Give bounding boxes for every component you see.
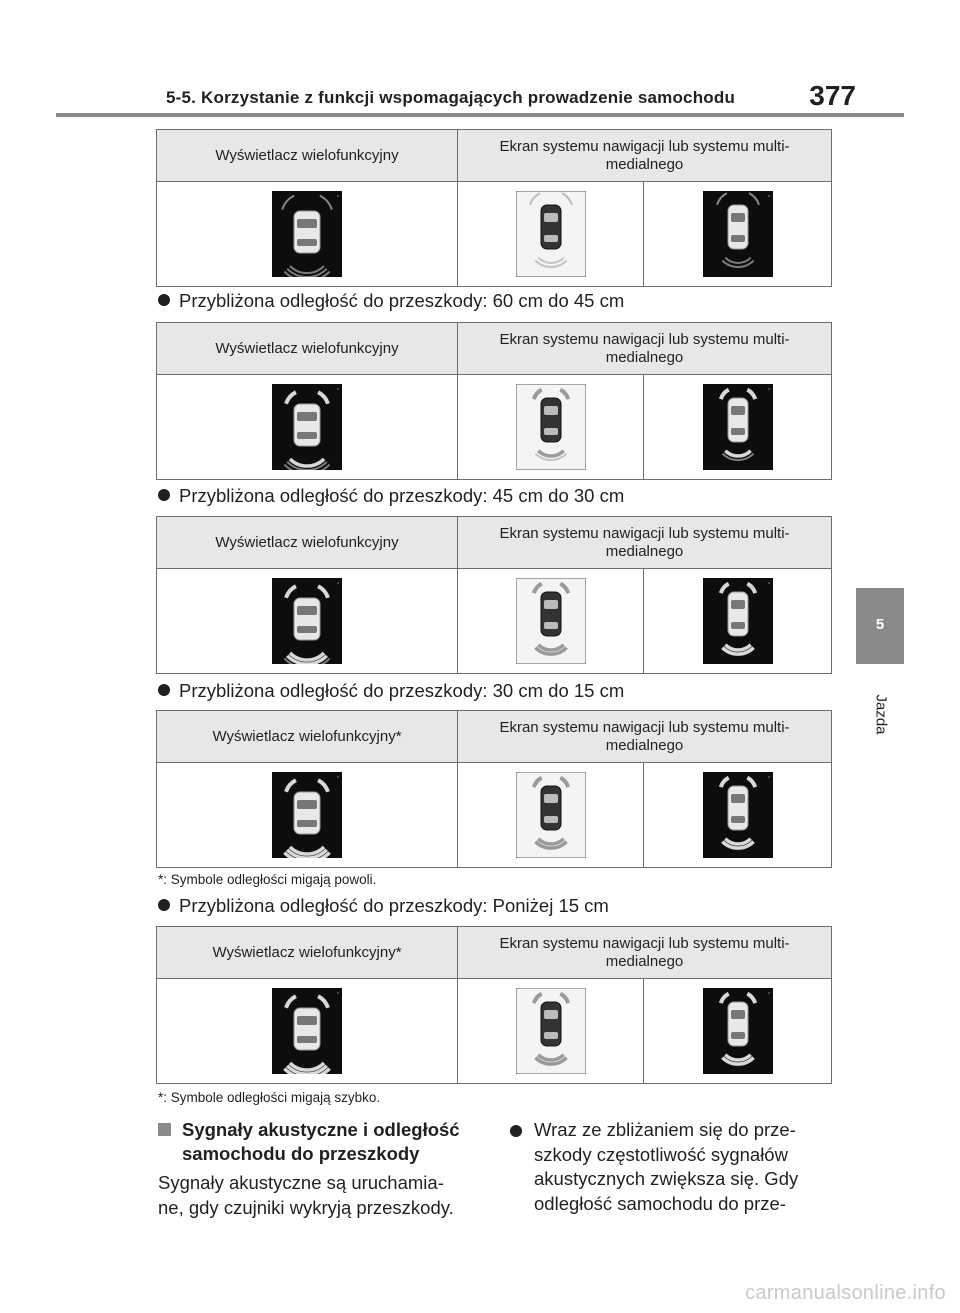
header-multi-display: Wyświetlacz wielofunkcyjny* <box>157 927 458 978</box>
bullet-dot <box>158 294 170 306</box>
navi-screen-light <box>516 772 586 858</box>
navi-screen-dark <box>703 578 773 664</box>
bullet-dot <box>510 1125 522 1137</box>
section-square-icon <box>158 1123 171 1136</box>
table-header-row <box>157 711 831 763</box>
page-number: 377 <box>809 80 856 111</box>
distance-bullet: Przybliżona odległość do przeszkody: 60 cm do 45 cm <box>158 290 624 312</box>
display-table <box>156 516 832 674</box>
header-multi-display: Wyświetlacz wielofunkcyjny <box>157 323 458 374</box>
table-header-row <box>157 130 831 182</box>
multi-display-screen <box>272 384 342 470</box>
display-table <box>156 710 832 868</box>
footnote: *: Symbole odległości migają szybko. <box>158 1090 381 1105</box>
multi-display-screen <box>272 988 342 1074</box>
distance-bullet: Przybliżona odległość do przeszkody: 30 cm do 15 cm <box>158 680 624 702</box>
navi-screen-dark <box>703 191 773 277</box>
page-header <box>156 78 856 110</box>
distance-bullet: Przybliżona odległość do przeszkody: Poniżej 15 cm <box>158 895 609 917</box>
display-table <box>156 926 832 1084</box>
side-tab <box>856 588 904 664</box>
display-table <box>156 129 832 287</box>
navi-screen-dark <box>703 988 773 1074</box>
table-header-row <box>157 927 831 979</box>
header-navi-screen: Ekran systemu nawigacji lub systemu multi- medialnego <box>499 934 790 970</box>
side-tab-label <box>866 676 896 756</box>
header-navi-screen: Ekran systemu nawigacji lub systemu multi- medialnego <box>499 524 790 560</box>
table-image-row <box>157 375 831 479</box>
navi-screen-light <box>516 578 586 664</box>
header-navi-screen: Ekran systemu nawigacji lub systemu multi- medialnego <box>499 137 790 173</box>
right-bullet: Wraz ze zbliżaniem się do prze- szkody częstotliwość sygnałów akustycznych zwiększa się. Gdy odległość samochodu do prze- <box>510 1118 840 1216</box>
navi-screen-dark <box>703 772 773 858</box>
header-multi-display: Wyświetlacz wielofunkcyjny <box>157 517 458 568</box>
navi-screen-light <box>516 384 586 470</box>
section-paragraph: Sygnały akustyczne są uruchamia- ne, gdy czujniki wykryją przeszkody. <box>158 1172 454 1218</box>
display-table <box>156 322 832 480</box>
bullet-dot <box>158 899 170 911</box>
table-image-row <box>157 763 831 867</box>
side-tab-number: 5 <box>875 616 885 633</box>
bullet-dot <box>158 684 170 696</box>
navi-screen-light <box>516 988 586 1074</box>
header-rule <box>56 113 904 117</box>
multi-display-screen <box>272 578 342 664</box>
table-header-row <box>157 517 831 569</box>
table-image-row <box>157 979 831 1083</box>
navi-screen-light <box>516 191 586 277</box>
header-navi-screen: Ekran systemu nawigacji lub systemu multi- medialnego <box>499 330 790 366</box>
footnote: *: Symbole odległości migają powoli. <box>158 872 377 887</box>
multi-display-screen <box>272 772 342 858</box>
header-multi-display: Wyświetlacz wielofunkcyjny <box>157 130 458 181</box>
bullet-dot <box>158 489 170 501</box>
header-navi-screen: Ekran systemu nawigacji lub systemu multi- medialnego <box>499 718 790 754</box>
watermark: carmanualsonline.info <box>745 1282 946 1304</box>
table-image-row <box>157 569 831 673</box>
table-image-row <box>157 182 831 286</box>
multi-display-screen <box>272 191 342 277</box>
section-title: Sygnały akustyczne i odległość samochodu do przeszkody <box>158 1118 488 1166</box>
header-title: 5-5. Korzystanie z funkcji wspomagających prowadzenie samochodu <box>166 88 736 107</box>
distance-bullet: Przybliżona odległość do przeszkody: 45 cm do 30 cm <box>158 485 624 507</box>
header-multi-display: Wyświetlacz wielofunkcyjny* <box>157 711 458 762</box>
navi-screen-dark <box>703 384 773 470</box>
table-header-row <box>157 323 831 375</box>
side-tab-label-text: Jazda <box>872 694 890 735</box>
